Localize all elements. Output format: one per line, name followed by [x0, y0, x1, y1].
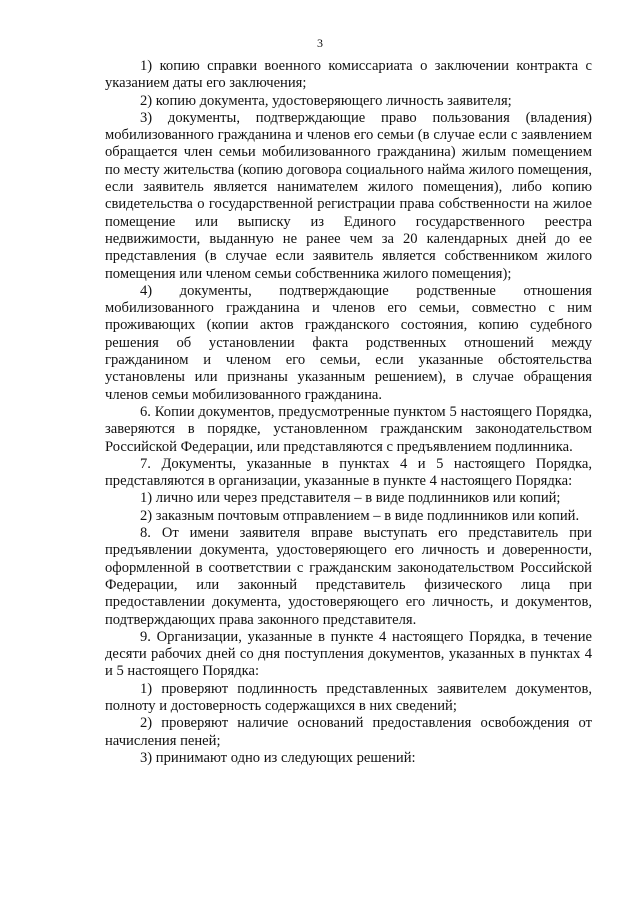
paragraph-section-7-item-2: 2) заказным почтовым отправлением – в виде подлинников или копий. [140, 507, 580, 524]
paragraph-section-9-item-2: 2) проверяют наличие оснований предоставления освобождения от начисления пеней; [105, 715, 592, 749]
paragraph-section-9-item-3: 3) принимают одно из следующих решений: [140, 749, 416, 766]
paragraph-item-4-family-relations: 4) документы, подтверждающие родственные отношения мобилизованного гражданина и членов его семьи, совместно с ним проживающих (копии актов гражданского состояния, копию судебного решения об установлении факта родственных отношений между гражданином и членом его семьи, если указанные обстоятельства установлены или признаны указанным решением), в случае обращения членов семьи мобилизованного гражданина. [105, 282, 592, 403]
paragraph-item-3-housing-rights: 3) документы, подтверждающие право пользования (владения) мобилизованного гражданина и членов его семьи (в случае если с заявлением обращается член семьи мобилизованного гражданина) жилым помещением по месту жительства (копию договора социального найма жилого помещения, если заявитель является нанимателем жилого помещения), либо копию свидетельства о государственной регистрации права собственности на жилое помещение или выписку из Единого государственного реестра недвижимости, выданную не ранее чем за 20 календарных дней до ее представления (в случае если заявитель является собственником жилого помещения или членом семьи собственника жилого помещения); [105, 109, 592, 282]
paragraph-section-6: 6. Копии документов, предусмотренные пунктом 5 настоящего Порядка, заверяются в порядке, установленном гражданским законодательством Российской Федерации, или представляются с предъявлением подлинника. [105, 403, 592, 455]
paragraph-section-7: 7. Документы, указанные в пунктах 4 и 5 настоящего Порядка, представляются в организации, указанные в пункте 4 настоящего Порядка: [105, 455, 592, 490]
paragraph-section-9-item-1: 1) проверяют подлинность представленных заявителем документов, полноту и достоверность содержащихся в них сведений; [105, 680, 592, 714]
document-body [105, 58, 592, 767]
paragraph-item-2-identity: 2) копию документа, удостоверяющего личность заявителя; [140, 92, 512, 109]
paragraph-section-9: 9. Организации, указанные в пункте 4 настоящего Порядка, в течение десяти рабочих дней со дня поступления документов, указанных в пунктах 4 и 5 настоящего Порядка: [105, 628, 592, 680]
paragraph-item-1-certificate: 1) копию справки военного комиссариата о заключении контракта с указанием даты его заключения; [105, 58, 592, 92]
paragraph-section-8: 8. От имени заявителя вправе выступать его представитель при предъявлении документа, удостоверяющего его личность и доверенности, оформленной в соответствии с гражданским законодательством Российской Федерации, или законный представитель физического лица при предоставлении документа, удостоверяющего его личность, и документов, подтверждающих права законного представителя. [105, 525, 592, 628]
page-number: 3 [317, 36, 323, 50]
paragraph-section-7-item-1: 1) лично или через представителя – в виде подлинников или копий; [140, 490, 561, 507]
